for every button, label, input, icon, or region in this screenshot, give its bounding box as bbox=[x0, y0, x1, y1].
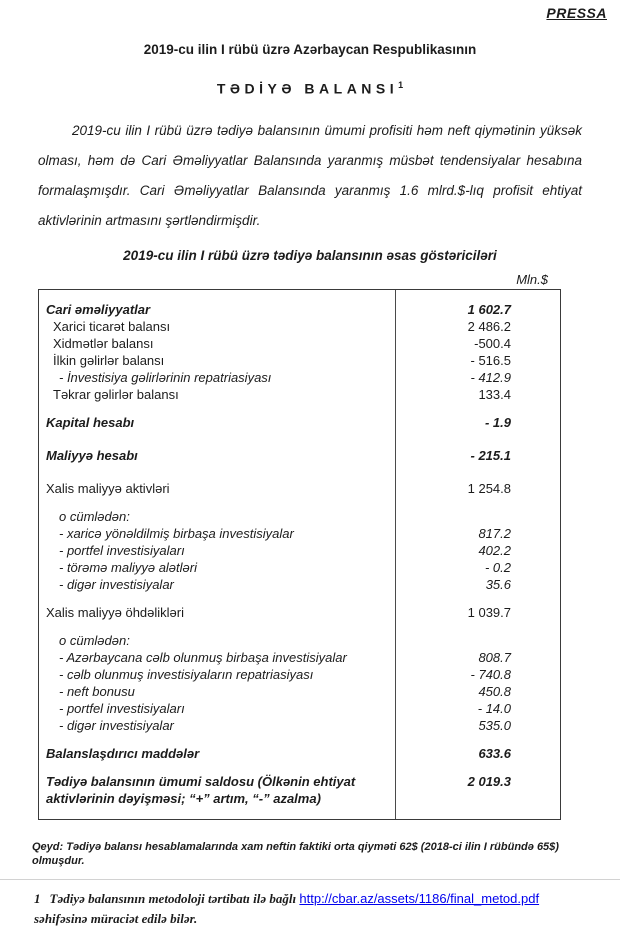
row-value: 535.0 bbox=[478, 717, 511, 733]
table-row bbox=[39, 301, 560, 318]
row-label: Xarici ticarət balansı bbox=[53, 318, 171, 334]
note-text: Qeyd: Tədiyə balansı hesablamalarında xam neftin faktiki orta qiyməti 62$ (2018-ci ilin I rübündə 65$) olmuşdur. bbox=[32, 840, 559, 867]
table-row bbox=[39, 414, 560, 431]
row-label: Maliyyə hesabı bbox=[46, 447, 138, 463]
row-label: - cəlb olunmuş investisiyaların repatriasiyası bbox=[59, 666, 314, 682]
table-row bbox=[39, 700, 560, 717]
row-value: - 740.8 bbox=[470, 666, 511, 682]
row-label: Cari əməliyyatlar bbox=[46, 301, 151, 317]
row-label: Xalis maliyyə öhdəlikləri bbox=[46, 604, 184, 620]
table-row bbox=[39, 447, 560, 464]
row-label: - portfel investisiyaları bbox=[59, 542, 185, 558]
table-spacer bbox=[39, 593, 560, 604]
footnote-marker: 1 bbox=[34, 890, 41, 906]
table-row bbox=[39, 773, 560, 807]
row-value: - 215.1 bbox=[470, 447, 511, 463]
table-row bbox=[39, 335, 560, 352]
row-label: Tədiyə balansının ümumi saldosu (Ölkənin ehtiyat aktivlərinin dəyişməsi; “+” artım, “-” azalma) bbox=[46, 773, 356, 806]
row-value: 1 602.7 bbox=[467, 301, 511, 317]
row-value: 1 039.7 bbox=[467, 604, 511, 620]
table-spacer bbox=[39, 762, 560, 773]
table-spacer bbox=[39, 497, 560, 508]
table-bottom-padding bbox=[39, 807, 560, 819]
row-label: - İnvestisiya gəlirlərinin repatriasiyası bbox=[59, 369, 272, 385]
row-label: İlkin gəlirlər balansı bbox=[53, 352, 165, 368]
footnote-separator bbox=[0, 879, 620, 880]
table-row bbox=[39, 683, 560, 700]
table-row bbox=[39, 632, 560, 649]
title-main-text: TƏDİYƏ BALANSI bbox=[216, 80, 399, 97]
row-label: Kapital hesabı bbox=[46, 414, 135, 430]
row-label: o cümlədən: bbox=[59, 632, 130, 648]
row-value bbox=[391, 632, 560, 649]
table-column-divider bbox=[395, 290, 396, 819]
table-spacer bbox=[39, 464, 560, 480]
table-spacer bbox=[39, 403, 560, 414]
table-row bbox=[39, 508, 560, 525]
table-row bbox=[39, 386, 560, 403]
footnote-text-before: Tədiyə balansının metodoloji tərtibatı ilə bağlı bbox=[49, 890, 300, 906]
row-label: - digər investisiyalar bbox=[59, 576, 174, 592]
table-row bbox=[39, 666, 560, 683]
row-label: - digər investisiyalar bbox=[59, 717, 174, 733]
intro-paragraph: 2019-cu ilin I rübü üzrə tədiyə balansının ümumi profisiti həm neft qiymətinin yüksək olması, həm də Cari Əməliyyatlar Balansında yaranmış müsbət tendensiyalar hesabına formalaşmışdır. Cari Əməliyyatlar Balansında yaranmış 1.6 mlrd.$-lıq profisit ehtiyat aktivlərinin artmasını şərtləndirmişdir. bbox=[38, 122, 582, 228]
footnote bbox=[34, 889, 592, 929]
row-label: o cümlədən: bbox=[59, 508, 130, 524]
methodology-link[interactable]: http://cbar.az/assets/1186/final_metod.pdf bbox=[299, 890, 540, 906]
row-value: 35.6 bbox=[485, 576, 511, 592]
row-value: 2 019.3 bbox=[467, 773, 511, 789]
unit-label: Mln.$ bbox=[516, 271, 548, 287]
row-label: Xalis maliyyə aktivləri bbox=[46, 480, 170, 496]
table-row bbox=[39, 576, 560, 593]
table-row bbox=[39, 745, 560, 762]
row-label: - Azərbaycana cəlb olunmuş birbaşa investisiyalar bbox=[59, 649, 347, 665]
row-label: - xaricə yönəldilmiş birbaşa investisiyalar bbox=[59, 525, 294, 541]
footnote-reference: 1 bbox=[398, 80, 404, 90]
table-row bbox=[39, 559, 560, 576]
row-value: 1 254.8 bbox=[467, 480, 511, 496]
document-title-line2 bbox=[0, 80, 620, 97]
row-value: 402.2 bbox=[478, 542, 511, 558]
row-value: 817.2 bbox=[478, 525, 511, 541]
document-title-line1: 2019-cu ilin I rübü üzrə Azərbaycan Respublikasının bbox=[143, 42, 477, 57]
pressa-label: PRESSA bbox=[546, 5, 607, 21]
footnote-text-after: səhifəsinə müraciət edilə bilər. bbox=[34, 910, 198, 926]
table-row bbox=[39, 604, 560, 621]
table-row bbox=[39, 542, 560, 559]
row-value: - 1.9 bbox=[484, 414, 511, 430]
row-value: - 412.9 bbox=[470, 369, 511, 385]
row-value: 450.8 bbox=[478, 683, 511, 699]
table-spacer bbox=[39, 621, 560, 632]
table-row bbox=[39, 318, 560, 335]
row-value: 633.6 bbox=[478, 745, 511, 761]
table-row bbox=[39, 352, 560, 369]
table-spacer bbox=[39, 734, 560, 745]
row-value: - 14.0 bbox=[477, 700, 511, 716]
row-label: - portfel investisiyaları bbox=[59, 700, 185, 716]
table-rows bbox=[39, 301, 560, 807]
table-row bbox=[39, 480, 560, 497]
row-value: -500.4 bbox=[474, 335, 511, 351]
row-value: 2 486.2 bbox=[467, 318, 511, 334]
row-value: 133.4 bbox=[478, 386, 511, 402]
row-label: - törəmə maliyyə alətləri bbox=[59, 559, 197, 575]
row-label: - neft bonusu bbox=[59, 683, 135, 699]
row-value bbox=[391, 508, 560, 525]
balance-table bbox=[38, 289, 561, 820]
row-label: Balanslaşdırıcı maddələr bbox=[46, 745, 200, 761]
row-value: - 516.5 bbox=[470, 352, 511, 368]
table-row bbox=[39, 369, 560, 386]
row-label: Xidmətlər balansı bbox=[53, 335, 154, 351]
row-label: Təkrar gəlirlər balansı bbox=[53, 386, 179, 402]
row-value: 808.7 bbox=[478, 649, 511, 665]
table-row bbox=[39, 649, 560, 666]
pressa-header bbox=[0, 0, 620, 21]
table-spacer bbox=[39, 431, 560, 447]
table-row bbox=[39, 525, 560, 542]
table-title: 2019-cu ilin I rübü üzrə tədiyə balansının əsas göstəriciləri bbox=[123, 247, 497, 263]
table-row bbox=[39, 717, 560, 734]
row-value: - 0.2 bbox=[484, 559, 511, 575]
